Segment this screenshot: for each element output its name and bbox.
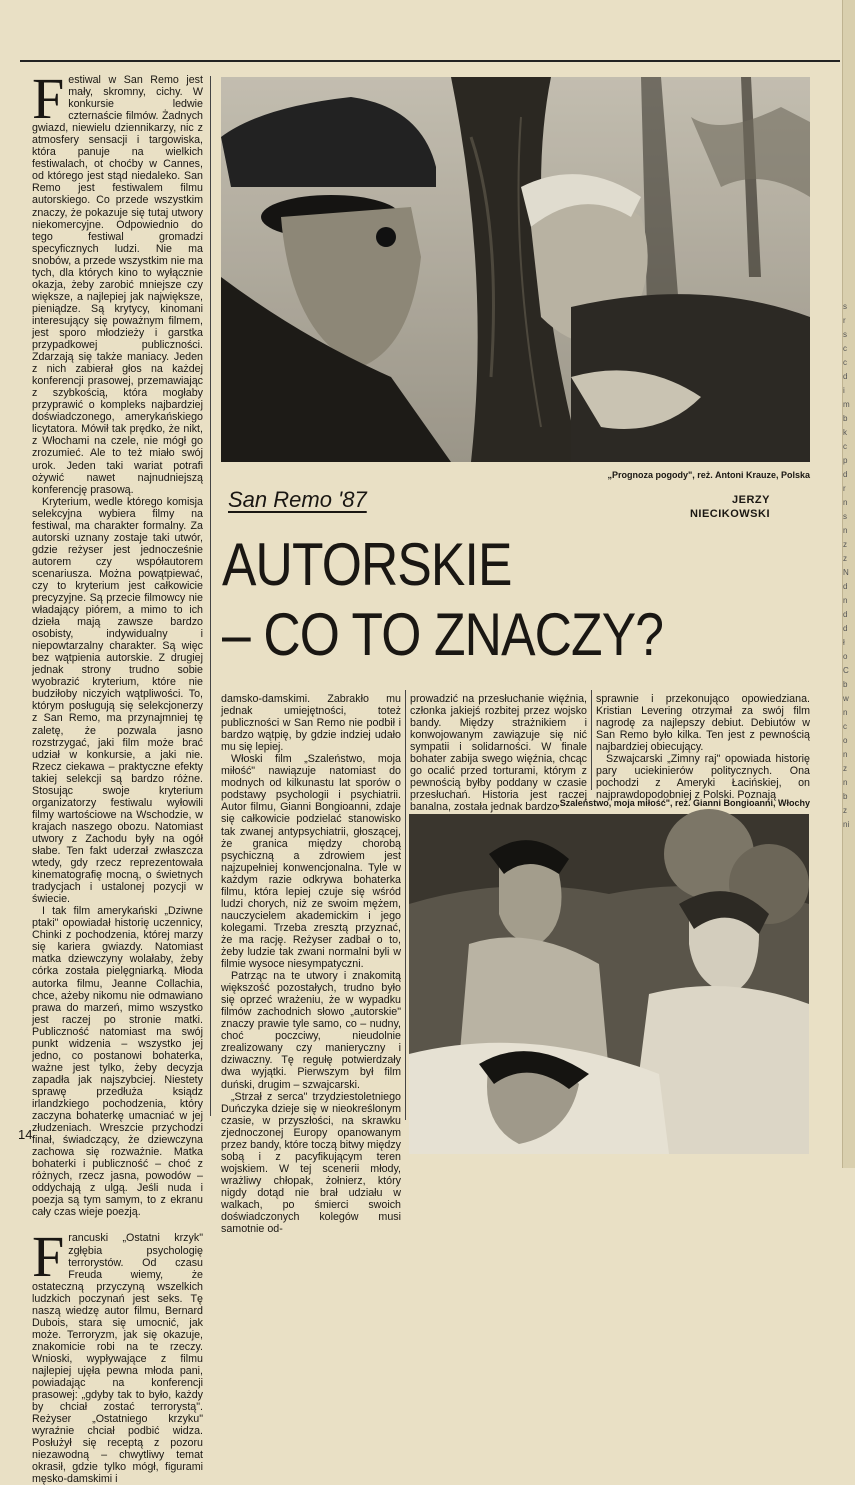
- photo-caption-bottom: „Szaleństwo, moja miłość", reż. Gianni Bongioanni, Włochy: [555, 798, 810, 808]
- paragraph: prowadzić na przesłuchanie więźnia, członka jakiejś rozbitej przez wojsko bandy. Między strażnikiem i konwojowanym zawiązuje się nić sympatii i solidarności. W finale bohater zabija swego więźnia, chcąc go ocalić przed torturami, którym z pewnością byłby poddany w czasie przesłuchań. Historia jest raczej banalna, została jednak bardzo: [410, 693, 587, 814]
- paragraph: Szwajcarski „Zimny raj" opowiada historię pary uciekinierów politycznych. Ona pochodzi z Ameryki Łacińskiej, on najprawdopodobniej z Polski. Poznają: [596, 753, 810, 802]
- photo-top-image: [221, 77, 810, 462]
- page-number: 14: [18, 1127, 33, 1142]
- photo-prognoza-pogody: [221, 77, 810, 462]
- edge-bleed-letters: s r s c c d i m b k c p d r n s n z z N d n d d ł o C b w n c o n z n b z ni: [843, 302, 850, 829]
- column-1: [32, 66, 203, 1485]
- headline-line-1: AUTORSKIE: [222, 531, 512, 598]
- drop-cap: F: [32, 66, 65, 131]
- author-last-name: NIECIKOWSKI: [689, 508, 770, 520]
- paragraph: Patrząc na te utwory i znakomitą większość pozostałych, trudno było się oprzeć wrażeniu, że w wypadku filmów zachodnich słowo „autorskie" znaczy prawie tyle samo, co – nudny, choć poczciwy, nieudolnie zrealizowany czy manieryczny i dziwaczny. Tę regułę potwierdzały dwa wyjątki. Pierwszym był film duński, drugim – szwajcarski.: [221, 970, 401, 1091]
- paragraph: „Strzał z serca" trzydziestoletniego Duńczyka dzieje się w nieokreślonym czasie, w przyszłości, na skrawku zjednoczonej Europy opanowanym przez bandy, które toczą bitwy między sobą i z pacyfikującym teren wojskiem. W tej scenerii młody, wrażliwy chłopak, żołnierz, który nigdy dotąd nie brał udziału w walkach, po śmierci swoich doświadczonych kolegów musi samotnie od-: [221, 1090, 401, 1236]
- paragraph: damsko-damskimi. Zabrakło mu jednak umiejętności, toteż publiczności w San Remo nie podbił i bardzo wątpię, by gdzie indziej udało mu się lepiej.: [221, 693, 401, 754]
- photo-szalenstwo-moja-milosc: [409, 814, 809, 1154]
- paragraph: Francuski „Ostatni krzyk" zgłębia psychologię terrorystów. Od czasu Freuda wiemy, że ostateczną przyczyną wszelkich ludzkich poczynań jest seks. Tę naszą wiedzę autor filmu, Bernard Dubois, stara się umocnić, jak może. Terroryzm, jak się okazuje, znakomicie robi na te rzeczy. Wnioski, wypływające z filmu najlepiej ujęła pewna młoda pani, powiadając na konferencji prasowej: „gdyby tak to było, każdy by chciał zostać terrorystą". Reżyser „Ostatniego krzyku" wyraźnie chciał podbić widza. Posłużył się receptą z pozoru niezawodną – chwytliwy temat okrasił, gdzie tylko mógł, figurami męsko-damskimi i: [32, 1224, 203, 1485]
- drop-cap: F: [32, 1224, 65, 1290]
- photo-bottom-image: [409, 814, 809, 1154]
- top-rule: [20, 60, 840, 62]
- column-3: [410, 693, 587, 814]
- author-first-name: JERZY: [732, 494, 770, 506]
- paragraph: Włoski film „Szaleństwo, moja miłość" nawiązuje natomiast do modnych od kilkunastu lat sporów o podstawy psychologii i psychiatrii. Autor filmu, Gianni Bongioanni, zdaje się całkowicie podzielać stanowisko tak zwanej antypsychiatrii, głoszącej, że granica między chorobą psychiczną a zdrowiem jest najzupełniej konwencjonalna. Tyle w każdym razie odkrywa bohaterka filmu, która lepiej czuje się wśród ludzi chorych, niż ze swoim mężem, nauczycielem akademickim i jego kolegami. Trzeba zresztą przyznać, że ma rację. Reżyser zadbał o to, żeby ludzie tak zwani normalni byli w filmie wysoce niesympatyczni.: [221, 753, 401, 971]
- headline-line-2: – CO TO ZNACZY?: [222, 601, 664, 668]
- paragraph: sprawnie i przekonująco opowiedziana. Kristian Levering otrzymał za swój film nagrodę za najlepszy debiut. Debiutów w San Remo było kilka. Ten jest z pewnością najbardziej obiecujący.: [596, 693, 810, 754]
- paragraph: I tak film amerykański „Dziwne ptaki" opowiadał historię uczennicy, Chinki z pochodzenia, której marzy się kariera gwiazdy. Natomiast matka dziewczyny wolałaby, żeby córka została pielęgniarką. Młoda autorka filmu, Jeanne Collachia, chce, ażeby nikomu nie odmawiano prawa do marzeń, mimo wszystko jest raczej po stronie matki. Publiczność natomiast ma swój punkt widzenia – wszystko jej jedno, co postanowi bohaterka, ważne jest tylko, żeby decyzja zapadła jak najszybciej. Niestety sprawę przedłuża ksiądz irlandzkiego pochodzenia, który zaczyna bohaterkę umacniać w jej złudzeniach. Wreszcie przychodzi finał, świadczący, że dziewczyna zachowa się rozważnie. Matka bohaterki i publiczność – choć z różnych, rzecz jasna, powodów – oddychają z ulgą. Jeśli nuda i poezja są tym samym, to z ekranu cały czas wieje poezją.: [32, 905, 203, 1219]
- paragraph: Kryterium, wedle którego komisja selekcyjna wybiera filmy na festiwal, ma charakter formalny. Za autorski uznany zostaje taki utwór, gdzie reżyser jest jednocześnie autorem czy współautorem scenariusza. Można powątpiewać, czy to kryterium jest całkowicie precyzyjne. Są przecie filmowcy nie władający piórem, a mimo to ich dzieła mają zawsze bardzo osobisty, indywidualny i niepowtarzalny charakter. Są więc bez wątpienia autorskie. Z drugiej jednak strony trudno sobie wyobrazić kryterium, które nie budziłoby niczyich wątpliwości. To, którym posługują się selekcjonerzy z San Remo, ma przynajmniej tę zaletę, że pozwala jasno rozstrzygać, jaki film może brać udział w konkursie, a jaki nie. Rzecz ciekawa – praktyczne efekty takiej selekcji są bardzo różne. Stosując swoje kryterium organizatorzy festiwalu wyłowili filmy wartościowe na Wschodzie, w krajach naszego obozu. Natomiast utwory z Zachodu były na ogół słabe. Ten fakt uderzał zwłaszcza wtedy, gdy rzecz reprezentowała kinematografię mocną, o świetnych tradycjach i ustalonej pozycji w świecie.: [32, 495, 203, 906]
- paragraph: Festiwal w San Remo jest mały, skromny, cichy. W konkursie ledwie czternaście filmów. Żadnych gwiazd, niewielu dziennikarzy, nic z atmosfery sensacji i targowiska, która panuje na wielkich festiwalach, ot choćby w Cannes, od którego jest stąd niedaleko. San Remo jest festiwalem filmu autorskiego. Co przede wszystkim znaczy, że pokazuje się tutaj utwory niekomercyjne. Odpowiednio do tego festiwal gromadzi specyficznych ludzi. Nie ma snobów, a przede wszystkim nie ma tych, dla których kino to wyłącznie okazja, żeby zarobić mniejsze czy większe, a najlepiej jak największe, pieniądze. Są krytycy, kinomani interesujący się poważnym filmem, jest sporo młodzieży i garstka przypadkowej publiczności. Zdarzają się także maniacy. Jeden z nich zabierał głos na każdej konferencji prasowej, przemawiając z szybkością, która mogłaby przyprawić o kompleks najbardziej doświadczonego, amerykańskiego licytatora. Mówił tak prędko, że nikt, z Włochami na czele, nie mógł go zrozumieć. Ale to też miało swój urok. Jeden taki wariat potrafi ożywić nawet najnudniejszą konferencję prasową.: [32, 66, 203, 496]
- column-rule: [405, 690, 406, 1120]
- column-rule: [210, 76, 211, 1116]
- column-2: [221, 693, 401, 1236]
- column-4: [596, 693, 810, 802]
- column-rule: [591, 690, 592, 790]
- photo-caption-top: „Prognoza pogody", reż. Antoni Krauze, Polska: [607, 470, 810, 480]
- kicker: San Remo '87: [228, 487, 367, 512]
- byline: [630, 493, 770, 521]
